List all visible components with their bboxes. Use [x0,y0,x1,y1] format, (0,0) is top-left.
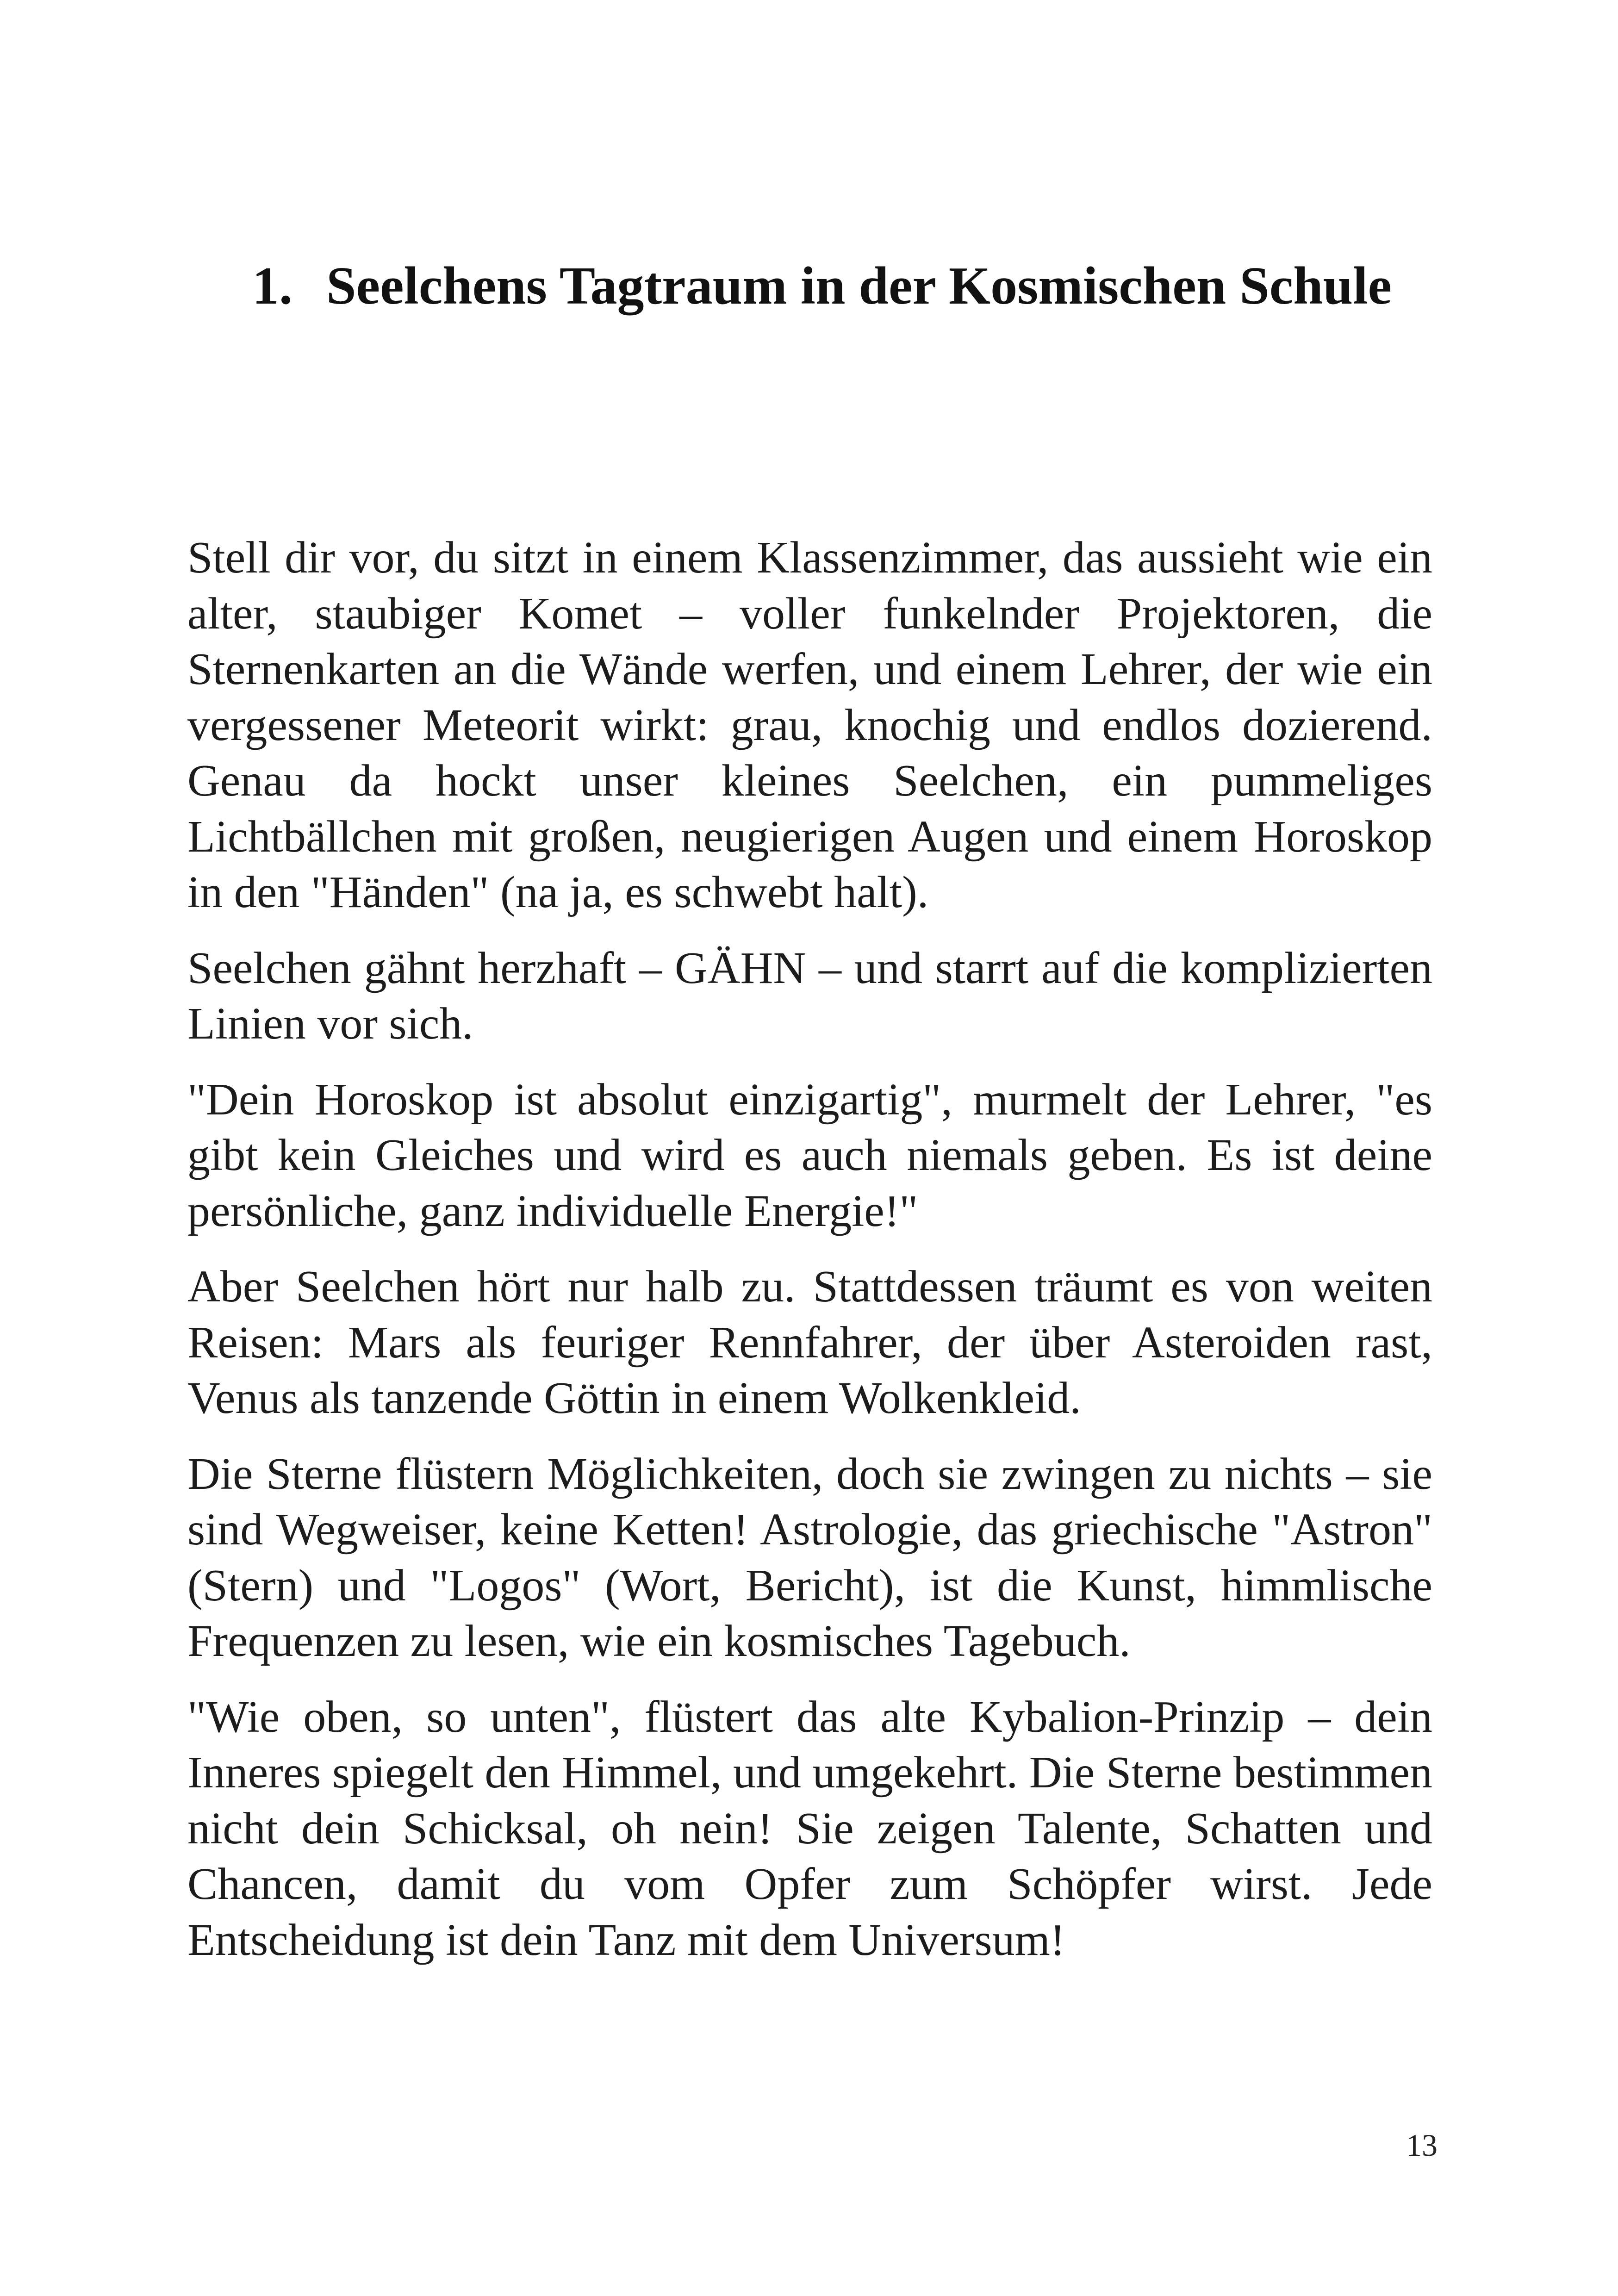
paragraph: "Wie oben, so unten", flüstert das alte Kybalion-Prinzip – dein Inneres spiegelt den Himmel, und umgekehrt. Die Sterne bestimmen nicht dein Schicksal, oh nein! Sie zeigen Talente, Schatten und Chancen, damit du vom Opfer zum Schöpfer wirst. Jede Entscheidung ist dein Tanz mit dem Universum! [187,1692,1432,1965]
chapter-title: Seelchens Tagtraum in der Kosmischen Schule [326,256,1392,316]
paragraph: Seelchen gähnt herzhaft – GÄHN – und starrt auf die komplizierten Linien vor sich. [187,943,1432,1049]
body-text [187,530,1432,1988]
paragraph: Aber Seelchen hört nur halb zu. Stattdessen träumt es von weiten Reisen: Mars als feuriger Rennfahrer, der über Asteroiden rast, Venus als tanzende Göttin in einem Wolkenkleid. [187,1262,1432,1423]
chapter-number: 1. [252,256,292,316]
paragraph: Die Sterne flüstern Möglichkeiten, doch sie zwingen zu nichts – sie sind Wegweiser, keine Ketten! Astrologie, das griechische "Astron" (Stern) und "Logos" (Wort, Bericht), ist die Kunst, himmlische Frequenzen zu lesen, wie ein kosmisches Tagebuch. [187,1449,1432,1666]
page-number: 13 [1406,2128,1438,2163]
paragraph: Stell dir vor, du sitzt in einem Klassenzimmer, das aussieht wie ein alter, staubiger Komet – voller funkelnder Projektoren, die Sternenkarten an die Wände werfen, und einem Lehrer, der wie ein vergessener Meteorit wirkt: grau, knochig und endlos dozierend. Genau da hockt unser kleines Seelchen, ein pummeliges Lichtbällchen mit großen, neugierigen Augen und einem Horoskop in den "Händen" (na ja, es schwebt halt). [187,533,1432,917]
paragraph: "Dein Horoskop ist absolut einzigartig", murmelt der Lehrer, "es gibt kein Gleiches und wird es auch niemals geben. Es ist deine persönliche, ganz individuelle Energie!" [187,1074,1432,1236]
chapter-heading [252,242,1409,330]
